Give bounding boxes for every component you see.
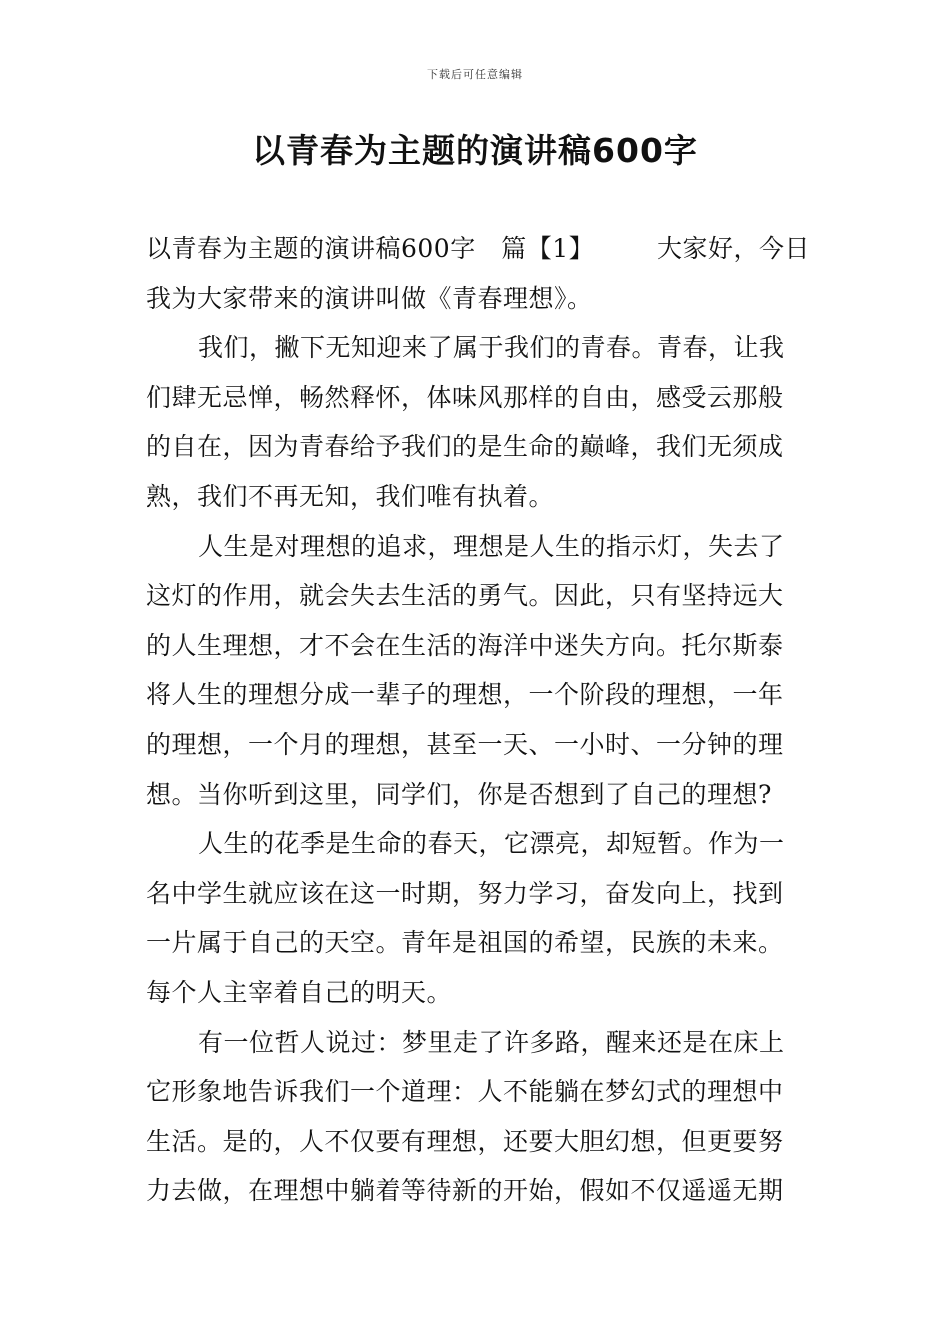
paragraph-first-line: 我们，撇下无知迎来了属于我们的青春。青春，让我 bbox=[198, 333, 785, 363]
text-line: 们肆无忌惮，畅然释怀，体味风那样的自由，感受云那般 bbox=[146, 382, 784, 412]
text-line: 我为大家带来的演讲叫做《青春理想》。 bbox=[146, 283, 593, 313]
text-line: 的自在，因为青春给予我们的是生命的巅峰，我们无须成 bbox=[146, 432, 784, 462]
document-body bbox=[146, 224, 810, 1216]
text-line: 的人生理想，才不会在生活的海洋中迷失方向。托尔斯泰 bbox=[146, 630, 784, 660]
text-line: 熟，我们不再无知，我们唯有执着。 bbox=[146, 481, 555, 511]
paragraph-first-line: 人生是对理想的追求，理想是人生的指示灯，失去了 bbox=[198, 531, 785, 561]
text-line: 想。当你听到这里，同学们，你是否想到了自己的理想? bbox=[146, 779, 772, 809]
text-line: 一片属于自己的天空。青年是祖国的希望，民族的未来。 bbox=[146, 928, 784, 958]
text-line: 力去做，在理想中躺着等待新的开始，假如不仅遥遥无期 bbox=[146, 1176, 784, 1206]
text-line: 生活。是的，人不仅要有理想，还要大胆幻想，但更要努 bbox=[146, 1126, 784, 1156]
text-line: 每个人主宰着自己的明天。 bbox=[146, 977, 453, 1007]
header-note: 下载后可任意编辑 bbox=[427, 68, 523, 81]
greeting-text: 大家好，今日 bbox=[656, 234, 810, 263]
text-line: 名中学生就应该在这一时期，努力学习，奋发向上，找到 bbox=[146, 878, 784, 908]
text-line: 它形象地告诉我们一个道理：人不能躺在梦幻式的理想中 bbox=[146, 1077, 784, 1107]
page-title: 以青春为主题的演讲稿600字 bbox=[252, 131, 698, 170]
paragraph-first-line: 有一位哲人说过：梦里走了许多路，醒来还是在床上 bbox=[198, 1027, 785, 1057]
section-heading-inline: 以青春为主题的演讲稿600字 篇【1】 bbox=[146, 234, 595, 263]
text-line: 这灯的作用，就会失去生活的勇气。因此，只有坚持远大 bbox=[146, 581, 784, 611]
text-line: 的理想，一个月的理想，甚至一天、一小时、一分钟的理 bbox=[146, 729, 784, 759]
paragraph-first-line: 人生的花季是生命的春天，它漂亮，却短暂。作为一 bbox=[198, 829, 785, 859]
text-line: 将人生的理想分成一辈子的理想，一个阶段的理想，一年 bbox=[146, 680, 784, 710]
text-line bbox=[146, 224, 810, 274]
